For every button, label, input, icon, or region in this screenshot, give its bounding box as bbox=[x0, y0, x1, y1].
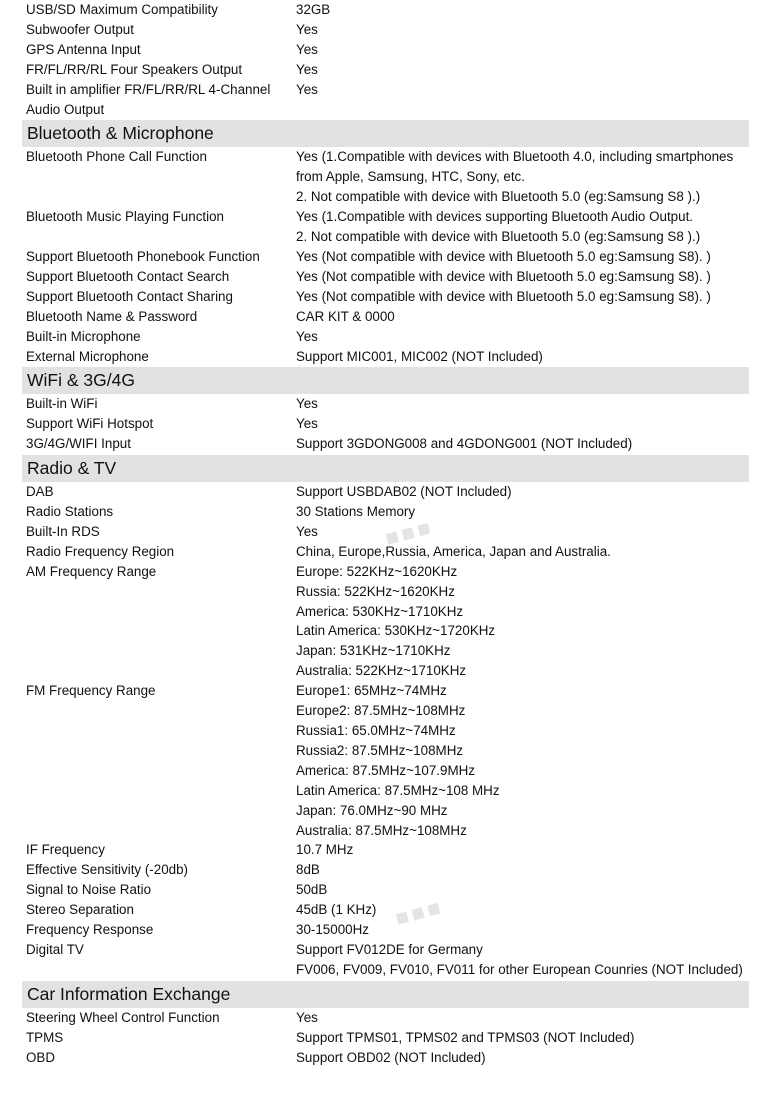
spec-value-line: Yes bbox=[296, 328, 318, 344]
spec-label bbox=[26, 287, 296, 307]
spec-value-line: Latin America: 530KHz~1720KHz bbox=[296, 623, 496, 639]
spec-row bbox=[0, 287, 776, 307]
spec-value-line: CAR KIT & 0000 bbox=[296, 308, 395, 324]
spec-label bbox=[26, 562, 296, 582]
spec-label bbox=[26, 80, 296, 120]
spec-value bbox=[296, 482, 776, 502]
spec-value bbox=[296, 1008, 776, 1028]
spec-value bbox=[296, 327, 776, 347]
spec-value-line: Yes (Not compatible with device with Bluetooth 5.0 eg:Samsung S8). ) bbox=[296, 268, 711, 284]
spec-value-line: Yes bbox=[296, 21, 318, 37]
spec-value-line: Europe: 522KHz~1620KHz bbox=[296, 563, 458, 579]
spec-row bbox=[0, 482, 776, 502]
spec-value-line: Yes bbox=[296, 396, 318, 412]
spec-label-line: IF Frequency bbox=[26, 842, 105, 858]
spec-value-line: Support MIC001, MIC002 (NOT Included) bbox=[296, 348, 543, 364]
spec-row bbox=[0, 0, 776, 20]
spec-row bbox=[0, 880, 776, 900]
spec-value bbox=[296, 681, 776, 840]
spec-row bbox=[0, 307, 776, 327]
spec-label-line: Subwoofer Output bbox=[26, 21, 134, 37]
spec-value-line: Russia1: 65.0MHz~74MHz bbox=[296, 723, 456, 738]
spec-value-line: 8dB bbox=[296, 862, 320, 878]
spec-value bbox=[296, 147, 776, 207]
section-bluetooth-microphone bbox=[0, 120, 776, 366]
spec-label-line: Radio Stations bbox=[26, 504, 114, 520]
spec-label bbox=[26, 434, 296, 454]
spec-value bbox=[296, 307, 776, 327]
spec-label-line: DAB bbox=[26, 484, 54, 500]
spec-value bbox=[296, 60, 776, 80]
spec-value-line: Australia: 522KHz~1710KHz bbox=[296, 663, 467, 679]
spec-row bbox=[0, 347, 776, 367]
spec-label-line: Support WiFi Hotspot bbox=[26, 416, 154, 432]
spec-value-line: 10.7 MHz bbox=[296, 842, 354, 858]
spec-label bbox=[26, 1008, 296, 1028]
spec-value bbox=[296, 522, 776, 542]
spec-label-line: Support Bluetooth Contact Sharing bbox=[26, 288, 233, 304]
spec-value-line: Support TPMS01, TPMS02 and TPMS03 (NOT Included) bbox=[296, 1029, 635, 1045]
spec-value-line: 30 Stations Memory bbox=[296, 504, 416, 520]
spec-label bbox=[26, 681, 296, 701]
spec-label bbox=[26, 207, 296, 227]
spec-value-line: Yes (Not compatible with device with Bluetooth 5.0 eg:Samsung S8). ) bbox=[296, 288, 711, 304]
spec-label-line: Frequency Response bbox=[26, 922, 154, 938]
spec-value-line: FV006, FV009, FV010, FV011 for other European Counries (NOT Included) bbox=[296, 961, 743, 977]
spec-value bbox=[296, 920, 776, 940]
spec-label bbox=[26, 20, 296, 40]
spec-value-line: Yes bbox=[296, 416, 318, 432]
section-header: Bluetooth & Microphone bbox=[22, 120, 749, 147]
spec-label-line: Effective Sensitivity (-20db) bbox=[26, 862, 188, 878]
spec-row bbox=[0, 840, 776, 860]
spec-label bbox=[26, 267, 296, 287]
spec-row bbox=[0, 394, 776, 414]
spec-value-line: Yes bbox=[296, 81, 318, 97]
spec-row bbox=[0, 1048, 776, 1068]
spec-value bbox=[296, 207, 776, 247]
spec-label bbox=[26, 502, 296, 522]
spec-value bbox=[296, 1048, 776, 1068]
watermark-logo-mark: ■■■ bbox=[392, 894, 447, 931]
spec-label bbox=[26, 307, 296, 327]
spec-value-line: Japan: 531KHz~1710KHz bbox=[296, 643, 451, 659]
spec-row bbox=[0, 327, 776, 347]
spec-value bbox=[296, 414, 776, 434]
spec-value bbox=[296, 434, 776, 454]
spec-row bbox=[0, 900, 776, 920]
spec-row bbox=[0, 940, 776, 980]
section-general bbox=[0, 0, 776, 119]
spec-value-line: America: 87.5MHz~107.9MHz bbox=[296, 762, 475, 778]
spec-label bbox=[26, 60, 296, 80]
spec-label-line: GPS Antenna Input bbox=[26, 41, 141, 57]
spec-label bbox=[26, 860, 296, 880]
spec-label bbox=[26, 40, 296, 60]
spec-value bbox=[296, 20, 776, 40]
spec-label-line: Built in amplifier FR/FL/RR/RL 4-Channel bbox=[26, 81, 271, 97]
section-header: Radio & TV bbox=[22, 455, 749, 482]
spec-label-line: AM Frequency Range bbox=[26, 563, 157, 579]
spec-value bbox=[296, 287, 776, 307]
spec-row bbox=[0, 1028, 776, 1048]
spec-label bbox=[26, 1028, 296, 1048]
spec-row bbox=[0, 267, 776, 287]
spec-label-line: External Microphone bbox=[26, 348, 149, 364]
spec-label-line: Bluetooth Name & Password bbox=[26, 308, 198, 324]
spec-row bbox=[0, 1008, 776, 1028]
spec-label-line: Support Bluetooth Contact Search bbox=[26, 268, 230, 284]
spec-value-line: 2. Not compatible with device with Bluetooth 5.0 (eg:Samsung S8 ).) bbox=[296, 189, 701, 205]
spec-row bbox=[0, 40, 776, 60]
spec-label-line: USB/SD Maximum Compatibility bbox=[26, 2, 218, 17]
spec-label-line: Audio Output bbox=[26, 101, 105, 117]
spec-label bbox=[26, 0, 296, 20]
spec-value-line: Australia: 87.5MHz~108MHz bbox=[296, 822, 467, 838]
spec-value bbox=[296, 502, 776, 522]
spec-value-line: Latin America: 87.5MHz~108 MHz bbox=[296, 782, 500, 798]
spec-value bbox=[296, 900, 776, 920]
spec-value bbox=[296, 394, 776, 414]
spec-row bbox=[0, 207, 776, 247]
spec-value-line: Yes (Not compatible with device with Bluetooth 5.0 eg:Samsung S8). ) bbox=[296, 248, 711, 264]
spec-row bbox=[0, 80, 776, 120]
spec-value-line: Europe2: 87.5MHz~108MHz bbox=[296, 703, 466, 719]
spec-label-line: Support Bluetooth Phonebook Function bbox=[26, 248, 260, 264]
spec-row bbox=[0, 502, 776, 522]
spec-label bbox=[26, 247, 296, 267]
spec-value-line: Yes bbox=[296, 523, 318, 539]
spec-value-line: Support USBDAB02 (NOT Included) bbox=[296, 484, 512, 500]
spec-value bbox=[296, 840, 776, 860]
spec-row bbox=[0, 562, 776, 681]
spec-value-line: China, Europe,Russia, America, Japan and Australia. bbox=[296, 543, 611, 559]
spec-label bbox=[26, 880, 296, 900]
spec-value-line: 32GB bbox=[296, 2, 331, 17]
spec-label bbox=[26, 840, 296, 860]
spec-row bbox=[0, 247, 776, 267]
spec-value bbox=[296, 880, 776, 900]
spec-row bbox=[0, 920, 776, 940]
spec-label bbox=[26, 327, 296, 347]
spec-value bbox=[296, 1028, 776, 1048]
spec-value bbox=[296, 0, 776, 20]
spec-value bbox=[296, 562, 776, 681]
spec-value-line: 50dB bbox=[296, 882, 328, 898]
spec-label-line: Steering Wheel Control Function bbox=[26, 1009, 220, 1025]
spec-label bbox=[26, 147, 296, 167]
spec-value bbox=[296, 40, 776, 60]
spec-label-line: OBD bbox=[26, 1049, 56, 1065]
spec-label-line: TPMS bbox=[26, 1029, 64, 1045]
spec-value-line: from Apple, Samsung, HTC, Sony, etc. bbox=[296, 169, 525, 185]
spec-row bbox=[0, 860, 776, 880]
spec-label-line: Radio Frequency Region bbox=[26, 543, 175, 559]
spec-label-line: Built-In RDS bbox=[26, 523, 100, 539]
spec-label-line: FR/FL/RR/RL Four Speakers Output bbox=[26, 61, 243, 77]
spec-value-line: 30-15000Hz bbox=[296, 922, 369, 938]
section-car-information-exchange bbox=[0, 981, 776, 1068]
spec-row bbox=[0, 147, 776, 207]
spec-label-line: Bluetooth Phone Call Function bbox=[26, 149, 207, 165]
spec-label-line: Built-in Microphone bbox=[26, 328, 141, 344]
spec-value bbox=[296, 247, 776, 267]
spec-value-line: Japan: 76.0MHz~90 MHz bbox=[296, 802, 448, 818]
section-wifi-3g-4g bbox=[0, 367, 776, 454]
spec-label-line: Digital TV bbox=[26, 941, 84, 957]
spec-value-line: Russia: 522KHz~1620KHz bbox=[296, 583, 455, 599]
spec-value bbox=[296, 940, 776, 980]
spec-value-line: 45dB (1 KHz) bbox=[296, 902, 377, 918]
spec-label-line: Built-in WiFi bbox=[26, 396, 98, 412]
spec-label-line: Stereo Separation bbox=[26, 902, 134, 918]
spec-row bbox=[0, 20, 776, 40]
spec-value bbox=[296, 347, 776, 367]
spec-row bbox=[0, 414, 776, 434]
spec-value-line: Support 3GDONG008 and 4GDONG001 (NOT Included) bbox=[296, 436, 633, 452]
spec-row bbox=[0, 60, 776, 80]
spec-value-line: 2. Not compatible with device with Bluetooth 5.0 (eg:Samsung S8 ).) bbox=[296, 229, 701, 245]
section-header: Car Information Exchange bbox=[22, 981, 749, 1008]
spec-value bbox=[296, 542, 776, 562]
spec-label bbox=[26, 414, 296, 434]
spec-value-line: Yes bbox=[296, 1009, 318, 1025]
spec-label bbox=[26, 542, 296, 562]
section-header: WiFi & 3G/4G bbox=[22, 367, 749, 394]
spec-value-line: Support FV012DE for Germany bbox=[296, 941, 483, 957]
spec-value-line: Yes bbox=[296, 41, 318, 57]
spec-row bbox=[0, 681, 776, 840]
spec-label bbox=[26, 482, 296, 502]
spec-value bbox=[296, 860, 776, 880]
spec-value-line: America: 530KHz~1710KHz bbox=[296, 603, 464, 619]
spec-label bbox=[26, 920, 296, 940]
spec-value-line: Russia2: 87.5MHz~108MHz bbox=[296, 742, 464, 758]
spec-value-line: Europe1: 65MHz~74MHz bbox=[296, 683, 447, 699]
spec-label bbox=[26, 347, 296, 367]
spec-value-line: Yes (1.Compatible with devices supporting Bluetooth Audio Output. bbox=[296, 209, 694, 225]
spec-label-line: 3G/4G/WIFI Input bbox=[26, 436, 131, 452]
spec-value-line: Yes (1.Compatible with devices with Bluetooth 4.0, including smartphones bbox=[296, 149, 734, 165]
spec-label bbox=[26, 522, 296, 542]
spec-label-line: Signal to Noise Ratio bbox=[26, 882, 152, 898]
spec-value bbox=[296, 80, 776, 100]
spec-label bbox=[26, 900, 296, 920]
spec-value-line: Yes bbox=[296, 61, 318, 77]
spec-label bbox=[26, 940, 296, 960]
spec-value-line: Support OBD02 (NOT Included) bbox=[296, 1049, 486, 1065]
spec-label-line: Bluetooth Music Playing Function bbox=[26, 209, 224, 225]
spec-row bbox=[0, 434, 776, 454]
spec-label bbox=[26, 1048, 296, 1068]
spec-value bbox=[296, 267, 776, 287]
spec-label-line: FM Frequency Range bbox=[26, 683, 156, 699]
spec-label bbox=[26, 394, 296, 414]
watermark-logo-mark: ■■■ bbox=[382, 514, 437, 551]
